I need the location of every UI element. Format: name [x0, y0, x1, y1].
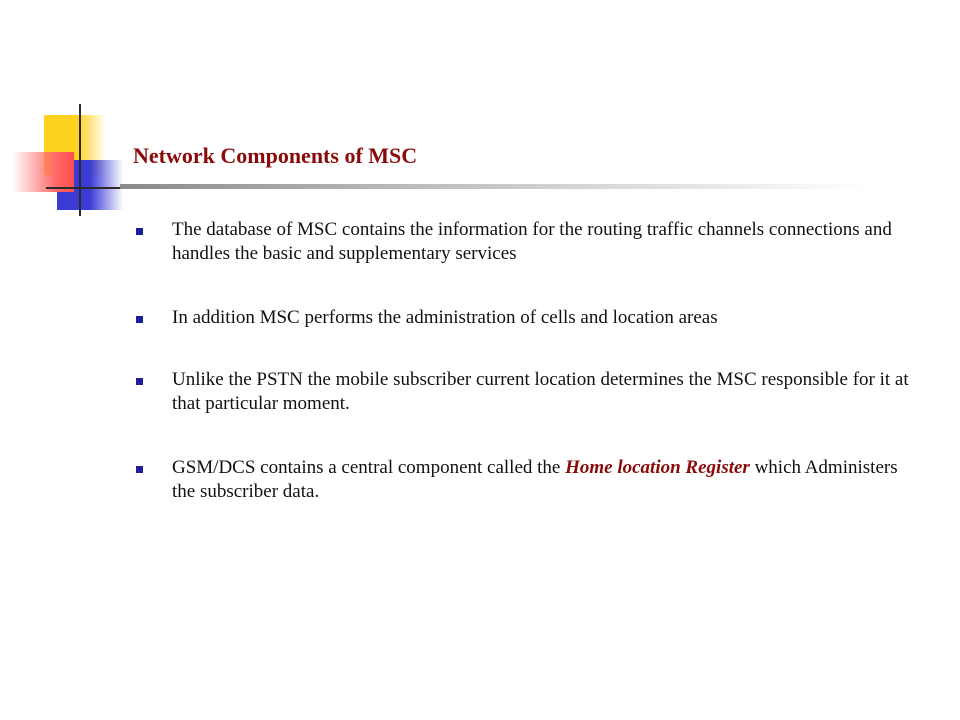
- bullet-square-icon: [136, 316, 143, 323]
- bullet-item: [134, 306, 914, 330]
- bullet-square-icon: [136, 466, 143, 473]
- slide-title: Network Components of MSC: [133, 143, 418, 168]
- bullet-square-icon: [136, 228, 143, 235]
- logo-vertical-line: [79, 104, 81, 216]
- emphasis-term: Home location Register: [565, 457, 750, 478]
- bullet-text: In addition MSC performs the administration of cells and location areas: [172, 307, 718, 328]
- logo-horizontal-line: [46, 187, 126, 189]
- bullet-text: Unlike the PSTN the mobile subscriber current location determines the MSC responsible for it at that particular moment.: [172, 369, 909, 414]
- bullet-item: [134, 218, 914, 266]
- bullet-text: The database of MSC contains the information for the routing traffic channels connections and handles the basic and supplementary services: [172, 219, 892, 264]
- bullet-list: [134, 218, 914, 504]
- bullet-item: [134, 456, 914, 504]
- bullet-square-icon: [136, 378, 143, 385]
- bullet-text-before: GSM/DCS contains a central component called the: [172, 457, 566, 478]
- bullet-item: [134, 368, 914, 416]
- bullet-text-after: which Administers the subscriber data.: [172, 457, 898, 502]
- title-underline: [120, 184, 870, 189]
- logo-red-bar: [12, 152, 74, 192]
